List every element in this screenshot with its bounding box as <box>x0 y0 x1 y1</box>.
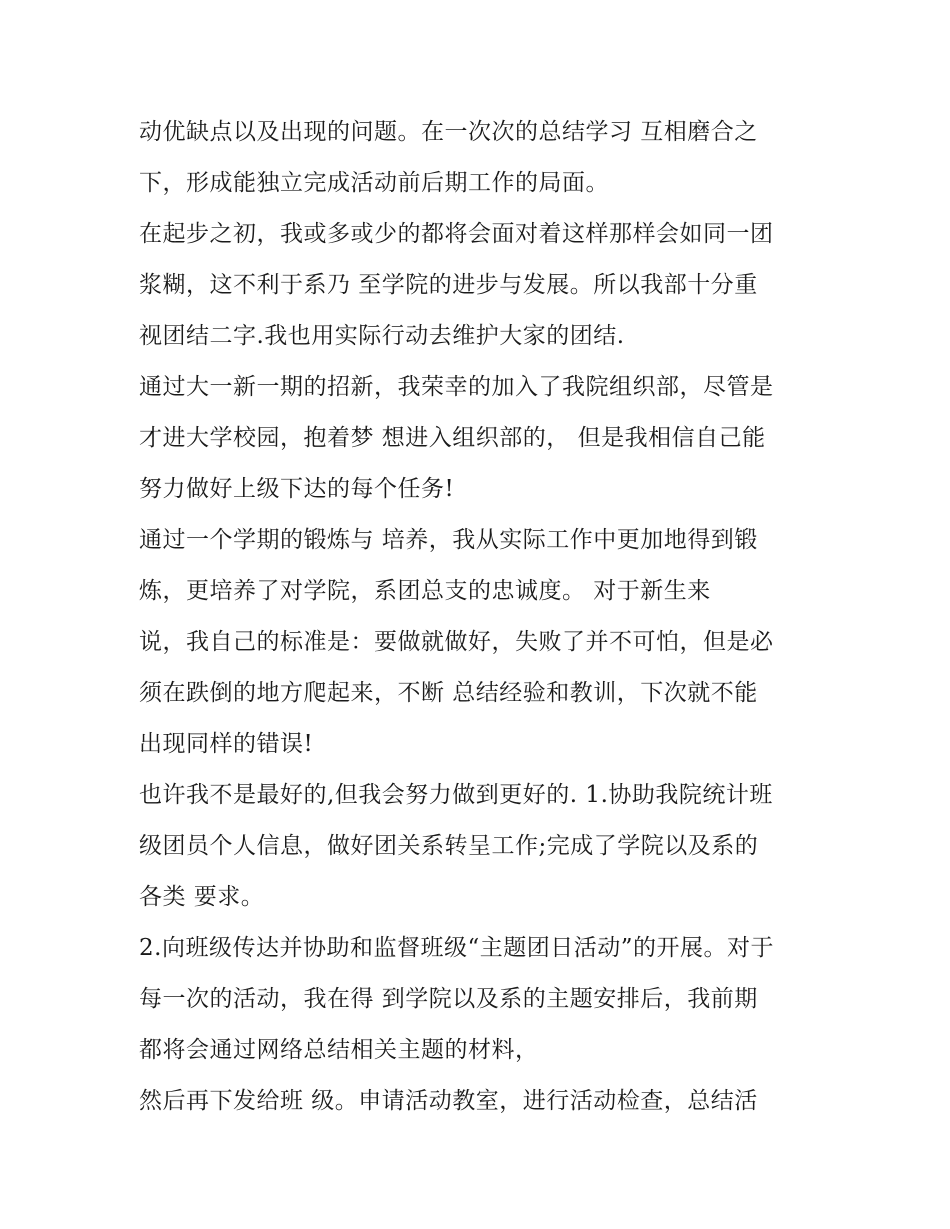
text-line-13: 出现同样的错误! <box>139 731 314 757</box>
text-line-19: 都将会通过网络总结相关主题的材料， <box>139 1037 539 1063</box>
text-line-12: 须在跌倒的地方爬起来，不断 总结经验和教训，下次就不能 <box>139 680 758 706</box>
text-line-1: 动优缺点以及出现的问题。在一次次的总结学习 互相磨合之 <box>139 119 758 145</box>
text-line-7: 才进大学校园，抱着梦 想进入组织部的， 但是我相信自己能 <box>139 425 766 451</box>
text-line-10: 炼，更培养了对学院，系团总支的忠诚度。 对于新生来 <box>139 578 711 604</box>
text-line-18: 每一次的活动，我在得 到学院以及系的主题安排后，我前期 <box>139 986 758 1012</box>
text-line-20: 然后再下发给班 级。申请活动教室，进行活动检查，总结活 <box>139 1088 758 1114</box>
text-line-14: 也许我不是最好的,但我会努力做到更好的. 1.协助我院统计班 <box>139 782 773 808</box>
text-line-11: 说，我自己的标准是：要做就做好，失败了并不可怕，但是必 <box>139 629 774 655</box>
text-line-6: 通过大一新一期的招新，我荣幸的加入了我院组织部，尽管是 <box>139 374 774 400</box>
text-line-4: 浆糊，这不利于系乃 至学院的进步与发展。所以我部十分重 <box>139 272 758 298</box>
body-text <box>139 107 819 1127</box>
text-line-17: 2.向班级传达并协助和监督班级“主题团日活动”的开展。对于 <box>139 935 774 961</box>
text-line-16: 各类 要求。 <box>139 884 265 910</box>
text-line-9: 通过一个学期的锻炼与 培养，我从实际工作中更加地得到锻 <box>139 527 758 553</box>
text-line-8: 努力做好上级下达的每个任务! <box>139 476 455 502</box>
text-line-2: 下，形成能独立完成活动前后期工作的局面。 <box>139 170 609 196</box>
text-line-3: 在起步之初，我或多或少的都将会面对着这样那样会如同一团 <box>139 221 774 247</box>
text-line-15: 级团员个人信息，做好团关系转呈工作;完成了学院以及系的 <box>139 833 759 859</box>
text-line-5: 视团结二字.我也用实际行动去维护大家的团结. <box>139 323 625 349</box>
